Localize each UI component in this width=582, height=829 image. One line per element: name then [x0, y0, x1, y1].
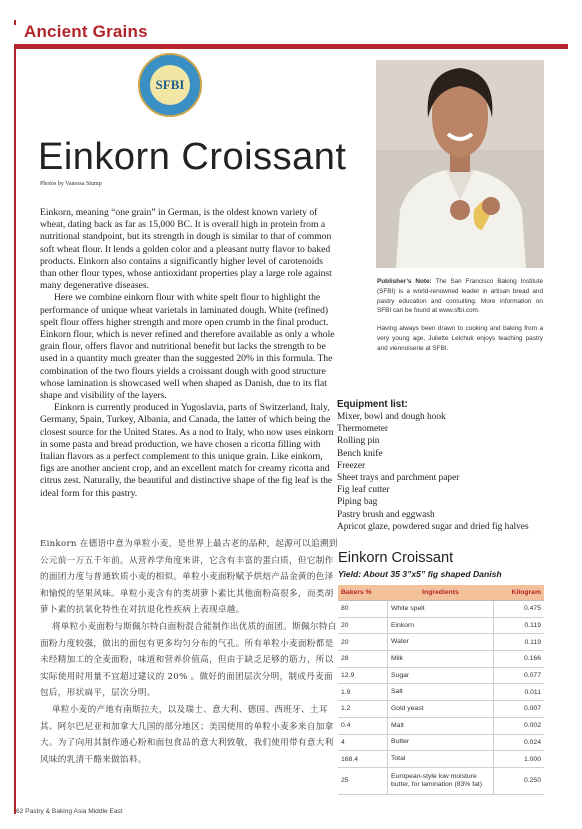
cell-ingredient: White spelt [388, 601, 494, 618]
paragraph-en-3: Einkorn is currently produced in Yugoslavia, parts of Switzerland, Italy, Germany, Spain, Turkey, Albania, and Canada, the latter of which being the closest source for the United States. As a nod to Italy, who now uses einkorn in some pasta and bread production, we have chosen a ricotta filling with Italian flavors as a perfect complement to this unique grain. Like einkorn, figs are another ancient crop, and an excellent match for creamy ricotta and citrus zest. Naturally, the beautiful and distinctive shape of the fig leaf is the ideal form for this pastry. [40, 402, 334, 499]
cell-kilogram: 0.475 [494, 601, 545, 618]
cell-kilogram: 0.119 [494, 617, 545, 634]
cell-kilogram: 0.002 [494, 717, 545, 734]
sfbi-logo-monogram: SFBI [150, 65, 190, 105]
equipment-item: Piping bag [337, 497, 378, 508]
cell-percent: 168.4 [338, 751, 388, 768]
table-row [338, 767, 544, 794]
cell-ingredient: Butter [388, 734, 494, 751]
equipment-item: Bench knife [337, 448, 383, 459]
equipment-item: Thermometer [337, 424, 389, 435]
header-bakers-percent: Bakers % [338, 585, 388, 601]
cell-ingredient: Total [388, 751, 494, 768]
publisher-note-label: Publisher’s Note: [377, 278, 432, 285]
cell-ingredient: European-style low moisture butter, for lamination (83% fat) [388, 767, 494, 794]
equipment-item: Pastry brush and eggwash [337, 509, 435, 520]
cell-percent: 1.9 [338, 684, 388, 701]
cell-kilogram: 0.077 [494, 667, 545, 684]
cell-percent: 80 [338, 601, 388, 618]
cell-ingredient: Milk [388, 651, 494, 668]
chef-photo [376, 60, 544, 268]
photo-credit: Photos by Vanessa Stump [40, 181, 102, 187]
cell-percent: 1.2 [338, 701, 388, 718]
cell-ingredient: Water [388, 634, 494, 651]
cell-percent: 25 [338, 767, 388, 794]
article-body-chinese [40, 536, 338, 768]
cell-ingredient: Einkorn [388, 617, 494, 634]
cell-percent: 0.4 [338, 717, 388, 734]
paragraph-zh-2: 将单粒小麦面粉与斯佩尔特白面粉混合能制作出优质的面团。斯佩尔特白面粉力度较强，做出的面包有更多均匀分布的气孔。所有单粒小麦面粉都是未经精加工的全麦面粉，味道和营养价值高，但由于缺乏足够的筋力，所以实际使用时用量不宜超过建议的 20% 。做好的面团层次分明，制成丹麦面包后，形状扁平，层次分明。 [40, 621, 337, 699]
cell-percent: 12.9 [338, 667, 388, 684]
table-row [338, 717, 544, 734]
equipment-item: Apricot glaze, powdered sugar and dried fig halves [337, 521, 529, 532]
header-rule [14, 44, 568, 49]
table-row [338, 684, 544, 701]
publisher-note [377, 277, 543, 362]
equipment-item: Mixer, bowl and dough hook [337, 412, 446, 422]
cell-kilogram: 1.000 [494, 751, 545, 768]
cell-ingredient: Gold yeast [388, 701, 494, 718]
header-ingredients: Ingredients [388, 585, 494, 601]
cell-kilogram: 0.250 [494, 767, 545, 794]
page-footer: 62 Pastry & Baking Asia Middle East [16, 808, 123, 815]
cell-kilogram: 0.007 [494, 701, 545, 718]
cell-percent: 20 [338, 634, 388, 651]
article-title: Einkorn Croissant [38, 136, 347, 178]
paragraph-zh-1: Einkorn 在德语中意为单粒小麦，是世界上最古老的品种，起源可以追溯到公元前一万五千年前。从营养学角度来讲，它含有丰富的蛋白质，但它制作的面团力度与普通软质小麦的相似。单粒小麦面粉赋予烘焙产品金黄的色泽和愉悦的坚果风味。单粒小麦含有的类胡萝卜素比其他面粉高很多，而类胡萝卜素的抗氧化特性在对抗退化性疾病上表现卓越。 [40, 539, 338, 616]
table-row [338, 667, 544, 684]
recipe-title: Einkorn Croissant [338, 550, 454, 566]
cell-kilogram: 0.011 [494, 684, 545, 701]
equipment-item: Rolling pin [337, 436, 380, 447]
table-row [338, 601, 544, 618]
equipment-item: Sheet trays and parchment paper [337, 473, 460, 484]
table-row [338, 701, 544, 718]
equipment-list [337, 411, 529, 533]
table-row [338, 634, 544, 651]
recipe-table-header [338, 585, 544, 601]
table-row [338, 734, 544, 751]
paragraph-en-2: Here we combine einkorn flour with white spelt flour to highlight the performance of unique wheat varietals in laminated dough. White (refined) spelt flour offers higher strength and more open crumb in the final product. Einkorn flour, which is never refined and therefore available as only a whole grain flour, offers flavor and nutritional benefit but lacks the strength to be used in a quantity much greater than the suggested 20% in this formula. The combination of the two flours yields a croissant dough with good structure whose lamination is showcased well when shaped as Danish, due to its flat shape and visibility of the layers. [40, 292, 335, 402]
header-kilogram: Kilogram [494, 585, 545, 601]
table-row [338, 751, 544, 768]
page-vertical-rule [14, 20, 16, 814]
cell-ingredient: Salt [388, 684, 494, 701]
equipment-item: Fig leaf cutter [337, 485, 390, 496]
equipment-title: Equipment list: [337, 399, 408, 410]
cell-percent: 4 [338, 734, 388, 751]
chef-photo-illustration [376, 60, 544, 268]
chef-bio-text: Having always been drawn to cooking and baking from a very young age, Juliette Lelchuk enjoys teaching pastry and viennoiserie at SFBI. [377, 325, 543, 352]
paragraph-en-1: Einkorn, meaning “one grain” in German, is the oldest known variety of wheat, dating back as far as 15,000 BC. It is overall high in protein from a nutritional standpoint, but its strength in dough is similar to that of common soft wheat flour. It lends a golden color and a pleasant nutty flavor to baked products. Einkorn also contains a significantly higher level of carotenoids than other flour types, whose antioxidant properties play a large role against many degenerative diseases. [40, 207, 332, 292]
recipe-table [338, 585, 544, 795]
paragraph-zh-3: 单粒小麦的产地有南斯拉夫，以及瑞士、意大利、德国、西班牙、土耳其、阿尔巴尼亚和加拿大几国的部分地区；美国使用的单粒小麦多来自加拿大。为了向用其制作通心粉和面包食品的意大利致敬，我们使用带有意大利风味的乳清干酪来做馅料。 [40, 704, 334, 765]
equipment-item: Freezer [337, 460, 366, 471]
cell-kilogram: 0.024 [494, 734, 545, 751]
cell-percent: 20 [338, 617, 388, 634]
cell-ingredient: Sugar [388, 667, 494, 684]
publisher-note-text: The San Francisco Baking Institute (SFBI) is a world-renowned leader in artisan bread and pastry education and consulting. More information on SFBI can be found at www.sfbi.com. [377, 278, 543, 315]
table-row [338, 617, 544, 634]
table-row [338, 651, 544, 668]
cell-kilogram: 0.119 [494, 634, 545, 651]
cell-ingredient: Malt [388, 717, 494, 734]
cell-kilogram: 0.166 [494, 651, 545, 668]
recipe-yield: Yield: About 35 3”x5” fig shaped Danish [338, 569, 502, 579]
article-body-english [40, 207, 335, 500]
section-title: Ancient Grains [24, 22, 148, 41]
cell-percent: 28 [338, 651, 388, 668]
